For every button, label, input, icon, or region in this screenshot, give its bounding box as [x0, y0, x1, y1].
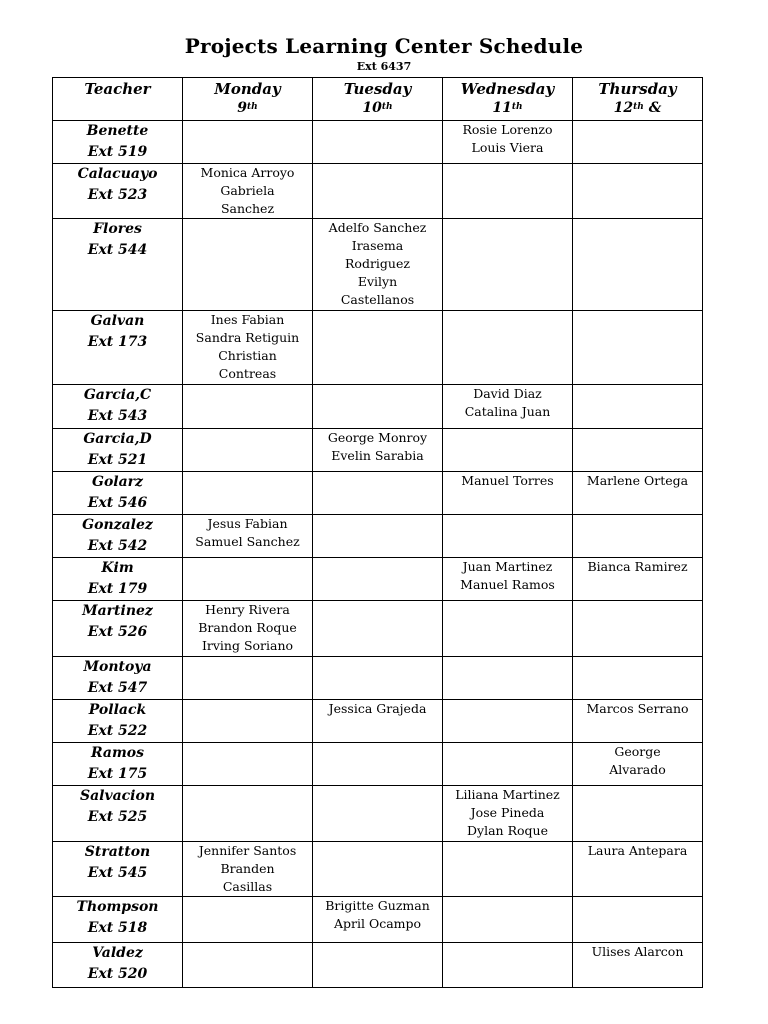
teacher-extension: Ext 521 — [87, 452, 148, 468]
slot-cell-monday — [183, 601, 313, 657]
page-extension: Ext 6437 — [356, 60, 412, 73]
slot-cell-thursday — [573, 558, 703, 601]
header-day-label: Tuesday — [343, 80, 412, 98]
student-name-line: Catalina Juan — [464, 404, 551, 419]
teacher-extension: Ext 522 — [87, 723, 148, 739]
slot-cell-thursday — [573, 657, 703, 700]
slot-cell-monday — [183, 311, 313, 385]
slot-cell-wednesday — [443, 429, 573, 472]
student-name-line: Dylan Roque — [467, 823, 548, 838]
schedule-row — [53, 515, 703, 558]
student-name-line: Irving Soriano — [201, 638, 294, 653]
schedule-row — [53, 786, 703, 842]
slot-cell-tuesday — [313, 601, 443, 657]
teacher-name: Martinez — [82, 603, 153, 619]
teacher-extension: Ext 545 — [87, 865, 148, 881]
student-name-line: Adelfo Sanchez — [328, 220, 427, 235]
header-teacher — [53, 78, 183, 121]
slot-cell-wednesday — [443, 515, 573, 558]
header-row — [53, 78, 703, 121]
teacher-name: Montoya — [83, 659, 152, 675]
teacher-cell — [53, 897, 183, 943]
slot-cell-wednesday — [443, 558, 573, 601]
student-name-line: Rodriguez — [345, 256, 410, 271]
slot-cell-tuesday — [313, 472, 443, 515]
student-name-line: Sandra Retiguin — [195, 330, 300, 345]
slot-cell-monday — [183, 164, 313, 219]
schedule-row — [53, 121, 703, 164]
slot-cell-monday — [183, 786, 313, 842]
student-name-line: Liliana Martinez — [455, 787, 560, 802]
student-name-line: Contreas — [218, 366, 277, 381]
teacher-extension: Ext 546 — [87, 495, 148, 511]
slot-cell-tuesday — [313, 897, 443, 943]
teacher-cell — [53, 429, 183, 472]
student-name-line: Manuel Ramos — [460, 577, 555, 592]
student-name-line: Marlene Ortega — [586, 473, 689, 488]
slot-cell-wednesday — [443, 601, 573, 657]
student-name-line: Irasema — [351, 238, 404, 253]
student-name-line: George Monroy — [327, 430, 428, 445]
header-thursday — [573, 78, 703, 121]
header-day-label: Teacher — [84, 80, 151, 98]
slot-cell-thursday — [573, 385, 703, 429]
teacher-extension: Ext 547 — [87, 680, 148, 696]
slot-cell-tuesday — [313, 700, 443, 743]
teacher-name: Valdez — [92, 945, 143, 961]
slot-cell-monday — [183, 121, 313, 164]
slot-cell-monday — [183, 429, 313, 472]
teacher-extension: Ext 523 — [87, 187, 148, 203]
slot-cell-thursday — [573, 786, 703, 842]
slot-cell-monday — [183, 897, 313, 943]
schedule-table — [52, 77, 703, 988]
slot-cell-thursday — [573, 164, 703, 219]
schedule-body — [53, 121, 703, 988]
slot-cell-wednesday — [443, 842, 573, 897]
teacher-cell — [53, 515, 183, 558]
student-name-line: Henry Rivera — [205, 602, 290, 617]
slot-cell-thursday — [573, 897, 703, 943]
student-name-line: Alvarado — [609, 762, 666, 777]
teacher-name: Golarz — [91, 474, 143, 490]
schedule-row — [53, 842, 703, 897]
slot-cell-wednesday — [443, 164, 573, 219]
student-name-line: Juan Martinez — [462, 559, 553, 574]
slot-cell-monday — [183, 943, 313, 988]
slot-cell-tuesday — [313, 219, 443, 311]
teacher-cell — [53, 219, 183, 311]
teacher-name: Garcia,D — [83, 431, 152, 447]
student-name-line: Jennifer Santos — [198, 843, 297, 858]
schedule-row — [53, 472, 703, 515]
header-date: 10th — [362, 100, 393, 116]
slot-cell-thursday — [573, 743, 703, 786]
slot-cell-wednesday — [443, 700, 573, 743]
teacher-cell — [53, 472, 183, 515]
page-title: Projects Learning Center Schedule — [184, 34, 584, 58]
student-name-line: Branden — [220, 861, 275, 876]
schedule-row — [53, 219, 703, 311]
teacher-name: Benette — [86, 123, 149, 139]
teacher-cell — [53, 842, 183, 897]
slot-cell-tuesday — [313, 786, 443, 842]
slot-cell-wednesday — [443, 121, 573, 164]
slot-cell-wednesday — [443, 219, 573, 311]
schedule-row — [53, 385, 703, 429]
schedule-row — [53, 558, 703, 601]
student-name-line: Casillas — [222, 879, 273, 894]
teacher-name: Calacuayo — [77, 166, 158, 182]
slot-cell-monday — [183, 558, 313, 601]
slot-cell-tuesday — [313, 558, 443, 601]
student-name-line: George — [614, 744, 661, 759]
schedule-row — [53, 743, 703, 786]
slot-cell-thursday — [573, 842, 703, 897]
student-name-line: Gabriela — [220, 183, 275, 198]
student-name-line: Castellanos — [340, 292, 415, 307]
teacher-name: Thompson — [76, 899, 159, 915]
schedule-row — [53, 700, 703, 743]
slot-cell-thursday — [573, 700, 703, 743]
student-name-line: Marcos Serrano — [586, 701, 689, 716]
slot-cell-monday — [183, 657, 313, 700]
student-name-line: Jessica Grajeda — [328, 701, 427, 716]
slot-cell-monday — [183, 700, 313, 743]
slot-cell-thursday — [573, 311, 703, 385]
header-monday — [183, 78, 313, 121]
slot-cell-thursday — [573, 472, 703, 515]
slot-cell-monday — [183, 743, 313, 786]
teacher-extension: Ext 526 — [87, 624, 148, 640]
schedule-header — [53, 78, 703, 121]
slot-cell-tuesday — [313, 943, 443, 988]
header-date: 9th — [237, 100, 258, 116]
slot-cell-wednesday — [443, 472, 573, 515]
teacher-name: Flores — [93, 221, 142, 237]
student-name-line: Jose Pineda — [470, 805, 545, 820]
schedule-row — [53, 897, 703, 943]
slot-cell-wednesday — [443, 897, 573, 943]
schedule-row — [53, 164, 703, 219]
student-name-line: Brigitte Guzman — [325, 898, 430, 913]
teacher-cell — [53, 558, 183, 601]
teacher-extension: Ext 518 — [87, 920, 148, 936]
student-name-line: Samuel Sanchez — [195, 534, 300, 549]
slot-cell-tuesday — [313, 311, 443, 385]
teacher-name: Pollack — [88, 702, 147, 718]
slot-cell-thursday — [573, 515, 703, 558]
slot-cell-tuesday — [313, 657, 443, 700]
slot-cell-thursday — [573, 943, 703, 988]
student-name-line: Rosie Lorenzo — [462, 122, 553, 137]
slot-cell-tuesday — [313, 164, 443, 219]
teacher-extension: Ext 543 — [87, 408, 148, 424]
teacher-cell — [53, 743, 183, 786]
slot-cell-tuesday — [313, 429, 443, 472]
student-name-line: April Ocampo — [333, 916, 422, 931]
schedule-row — [53, 943, 703, 988]
slot-cell-thursday — [573, 601, 703, 657]
header-day-label: Thursday — [598, 80, 677, 98]
slot-cell-wednesday — [443, 786, 573, 842]
slot-cell-tuesday — [313, 121, 443, 164]
teacher-cell — [53, 657, 183, 700]
student-name-line: Ines Fabian — [210, 312, 285, 327]
slot-cell-monday — [183, 385, 313, 429]
student-name-line: Sanchez — [220, 201, 275, 216]
header-tuesday — [313, 78, 443, 121]
teacher-cell — [53, 786, 183, 842]
student-name-line: Evilyn — [357, 274, 398, 289]
slot-cell-tuesday — [313, 385, 443, 429]
header-date: 11th — [492, 100, 523, 116]
student-name-line: David Diaz — [473, 386, 542, 401]
teacher-name: Gonzalez — [82, 517, 153, 533]
teacher-name: Kim — [101, 560, 134, 576]
student-name-line: Evelin Sarabia — [331, 448, 424, 463]
teacher-cell — [53, 311, 183, 385]
slot-cell-monday — [183, 472, 313, 515]
slot-cell-wednesday — [443, 311, 573, 385]
slot-cell-tuesday — [313, 743, 443, 786]
student-name-line: Jesus Fabian — [207, 516, 288, 531]
slot-cell-wednesday — [443, 943, 573, 988]
teacher-name: Salvacion — [79, 788, 156, 804]
schedule-row — [53, 601, 703, 657]
student-name-line: Laura Antepara — [587, 843, 688, 858]
slot-cell-monday — [183, 842, 313, 897]
header-day-label: Wednesday — [460, 80, 555, 98]
teacher-cell — [53, 601, 183, 657]
teacher-extension: Ext 525 — [87, 809, 148, 825]
teacher-cell — [53, 700, 183, 743]
student-name-line: Louis Viera — [471, 140, 544, 155]
slot-cell-thursday — [573, 121, 703, 164]
teacher-cell — [53, 164, 183, 219]
slot-cell-monday — [183, 219, 313, 311]
schedule-row — [53, 429, 703, 472]
student-name-line: Monica Arroyo — [200, 165, 295, 180]
student-name-line: Brandon Roque — [198, 620, 297, 635]
slot-cell-wednesday — [443, 657, 573, 700]
schedule-row — [53, 657, 703, 700]
teacher-extension: Ext 542 — [87, 538, 148, 554]
teacher-cell — [53, 943, 183, 988]
slot-cell-wednesday — [443, 385, 573, 429]
header-wednesday — [443, 78, 573, 121]
teacher-extension: Ext 520 — [87, 966, 148, 982]
student-name-line: Manuel Torres — [461, 473, 554, 488]
student-name-line: Bianca Ramirez — [587, 559, 688, 574]
teacher-extension: Ext 179 — [87, 581, 148, 597]
teacher-extension: Ext 544 — [87, 242, 148, 258]
teacher-extension: Ext 173 — [87, 334, 148, 350]
header-day-label: Monday — [214, 80, 281, 98]
teacher-name: Garcia,C — [83, 387, 152, 403]
teacher-extension: Ext 175 — [87, 766, 148, 782]
student-name-line: Christian — [218, 348, 277, 363]
slot-cell-wednesday — [443, 743, 573, 786]
slot-cell-thursday — [573, 429, 703, 472]
slot-cell-monday — [183, 515, 313, 558]
teacher-cell — [53, 385, 183, 429]
teacher-name: Stratton — [84, 844, 151, 860]
slot-cell-thursday — [573, 219, 703, 311]
teacher-extension: Ext 519 — [87, 144, 148, 160]
slot-cell-tuesday — [313, 842, 443, 897]
teacher-cell — [53, 121, 183, 164]
teacher-name: Galvan — [90, 313, 145, 329]
student-name-line: Ulises Alarcon — [591, 944, 684, 959]
teacher-name: Ramos — [90, 745, 145, 761]
schedule-row — [53, 311, 703, 385]
header-date: 12th & — [613, 100, 662, 116]
slot-cell-tuesday — [313, 515, 443, 558]
